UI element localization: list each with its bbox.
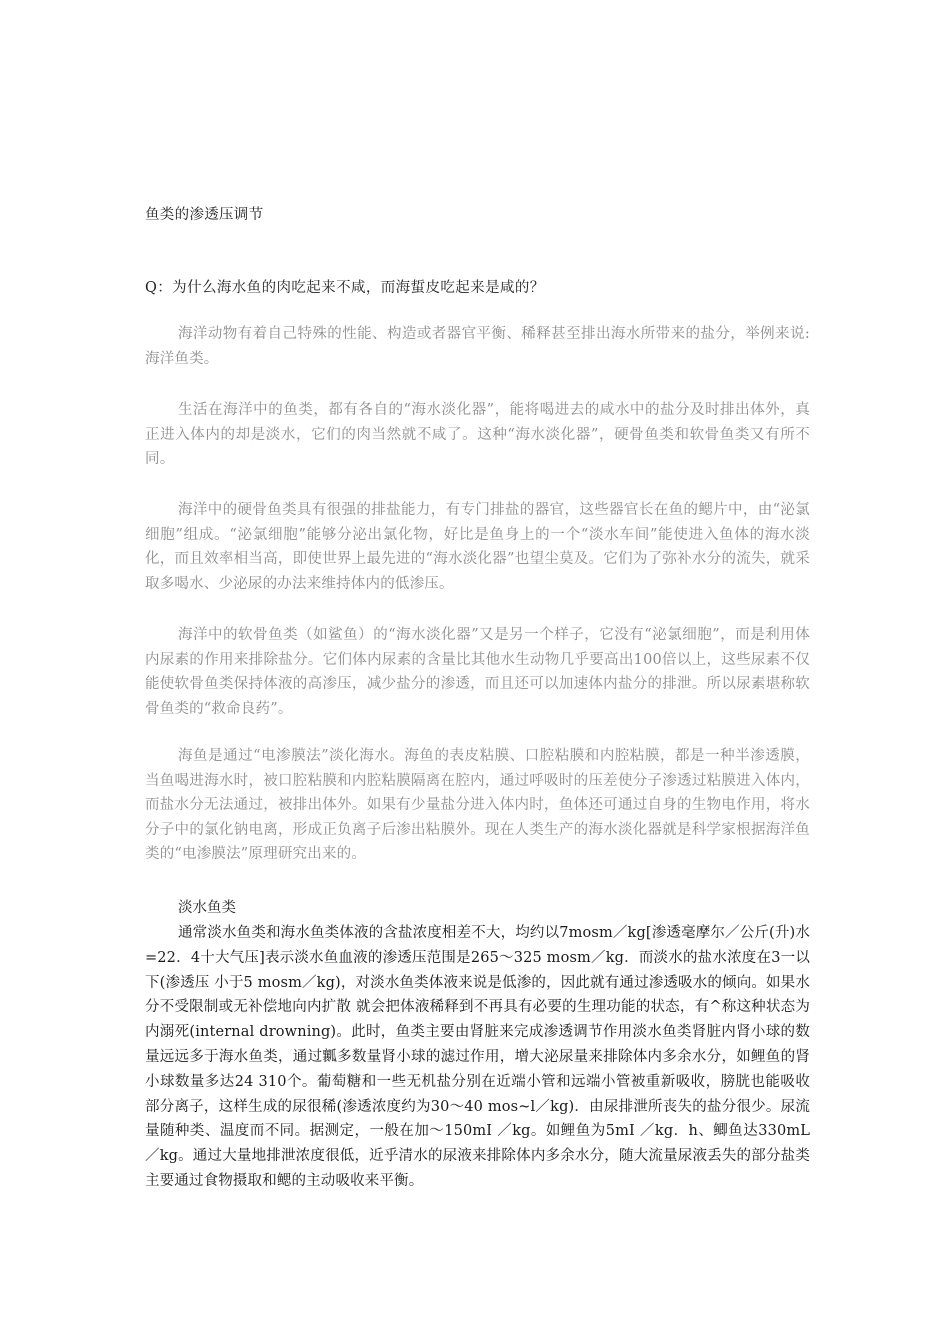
paragraph-bony-fish: 海洋中的硬骨鱼类具有很强的排盐能力，有专门排盐的器官，这些器官长在鱼的鳃片中，由“泌氯细胞”组成。“泌氯细胞”能够分泌出氯化物，好比是鱼身上的一个“淡水车间”能使进入鱼体的海水淡化，而且效率相当高，即使世界上最先进的“海水淡化器”也望尘莫及。它们为了弥补水分的流失，就采取多喝水、少泌尿的办法来维持体内的低渗压。 (145, 502, 810, 592)
paragraph-cartilaginous-fish: 海洋中的软骨鱼类（如鲨鱼）的“海水淡化器”又是另一个样子，它没有“泌氯细胞”，而是利用体内尿素的作用来排除盐分。它们体内尿素的含量比其他水生动物几乎要高出100倍以上，这些尿素不仅能使软骨鱼类保持体液的高渗压，减少盐分的渗透，而且还可以加速体内盐分的排泄。所以尿素堪称软骨鱼类的“救命良药”。 (145, 627, 810, 717)
paragraph-intro: 海洋动物有着自己特殊的性能、构造或者器官平衡、稀释甚至排出海水所带来的盐分，举例来说:海洋鱼类。 (145, 326, 810, 367)
paragraph-desalinator: 生活在海洋中的鱼类，都有各自的“海水淡化器”，能将喝进去的咸水中的盐分及时排出体外，真正进入体内的却是淡水，它们的肉当然就不咸了。这种“海水淡化器”，硬骨鱼类和软骨鱼类又有所不同。 (145, 402, 810, 467)
freshwater-heading: 淡水鱼类 (178, 900, 236, 916)
freshwater-body: 通常淡水鱼类和海水鱼类体液的含盐浓度相差不大，均约以7mosm／kg[渗透毫摩尔／公斤(升)水=22．4十大气压]表示淡水鱼血液的渗透压范围是265～325 mosm／kg．而淡水的盐水浓度在3一以下(渗透压 小于5 mosm／kg)，对淡水鱼类体液来说是低渗的，因此就有通过渗透吸水的倾向。如果水分不受限制或无补偿地向内扩散 就会把体液稀释到不再具有必要的生理功能的状态，有^称这种状态为内溺死(internal drowning)。此时，鱼类主要由肾脏来完成渗透调节作用淡水鱼类肾脏内肾小球的数量远远多于海水鱼类，通过瓤多数量肾小球的滤过作用，增大泌尿量来排除体内多余水分，如鲤鱼的肾小球数量多达24 310个。葡萄糖和一些无机盐分别在近端小管和远端小管被重新吸收，膀胱也能吸收部分离子，这样生成的尿很稀(渗透浓度约为30～40 mos~l／kg)．由尿排泄所丧失的盐分很少。尿流量随种类、温度而不同。据测定，一般在加～150mI ／kg。如鲤鱼为5mI ／kg．h、鲫鱼达330mL／kg。通过大量地排泄浓度很低，近乎清水的尿液来排除体内多余水分，随大流量尿液丢失的部分盐类主要通过食物摄取和鳃的主动吸收来平衡。 (145, 925, 810, 1189)
document-title: 鱼类的渗透压调节 (145, 207, 264, 223)
question-line: Q：为什么海水鱼的肉吃起来不咸，而海蜇皮吃起来是咸的？ (145, 280, 545, 296)
paragraph-electrodialysis: 海鱼是通过“电渗膜法”淡化海水。海鱼的表皮粘膜、口腔粘膜和内腔粘膜，都是一种半渗透膜，当鱼喝进海水时，被口腔粘膜和内腔粘膜隔离在腔内，通过呼吸时的压差使分子渗透过粘膜进入体内，而盐水分无法通过，被排出体外。如果有少量盐分进入体内时，鱼体还可通过自身的生物电作用，将水分子中的氯化钠电离，形成正负离子后渗出粘膜外。现在人类生产的海水淡化器就是科学家根据海洋鱼类的“电渗膜法”原理研究出来的。 (145, 748, 810, 862)
